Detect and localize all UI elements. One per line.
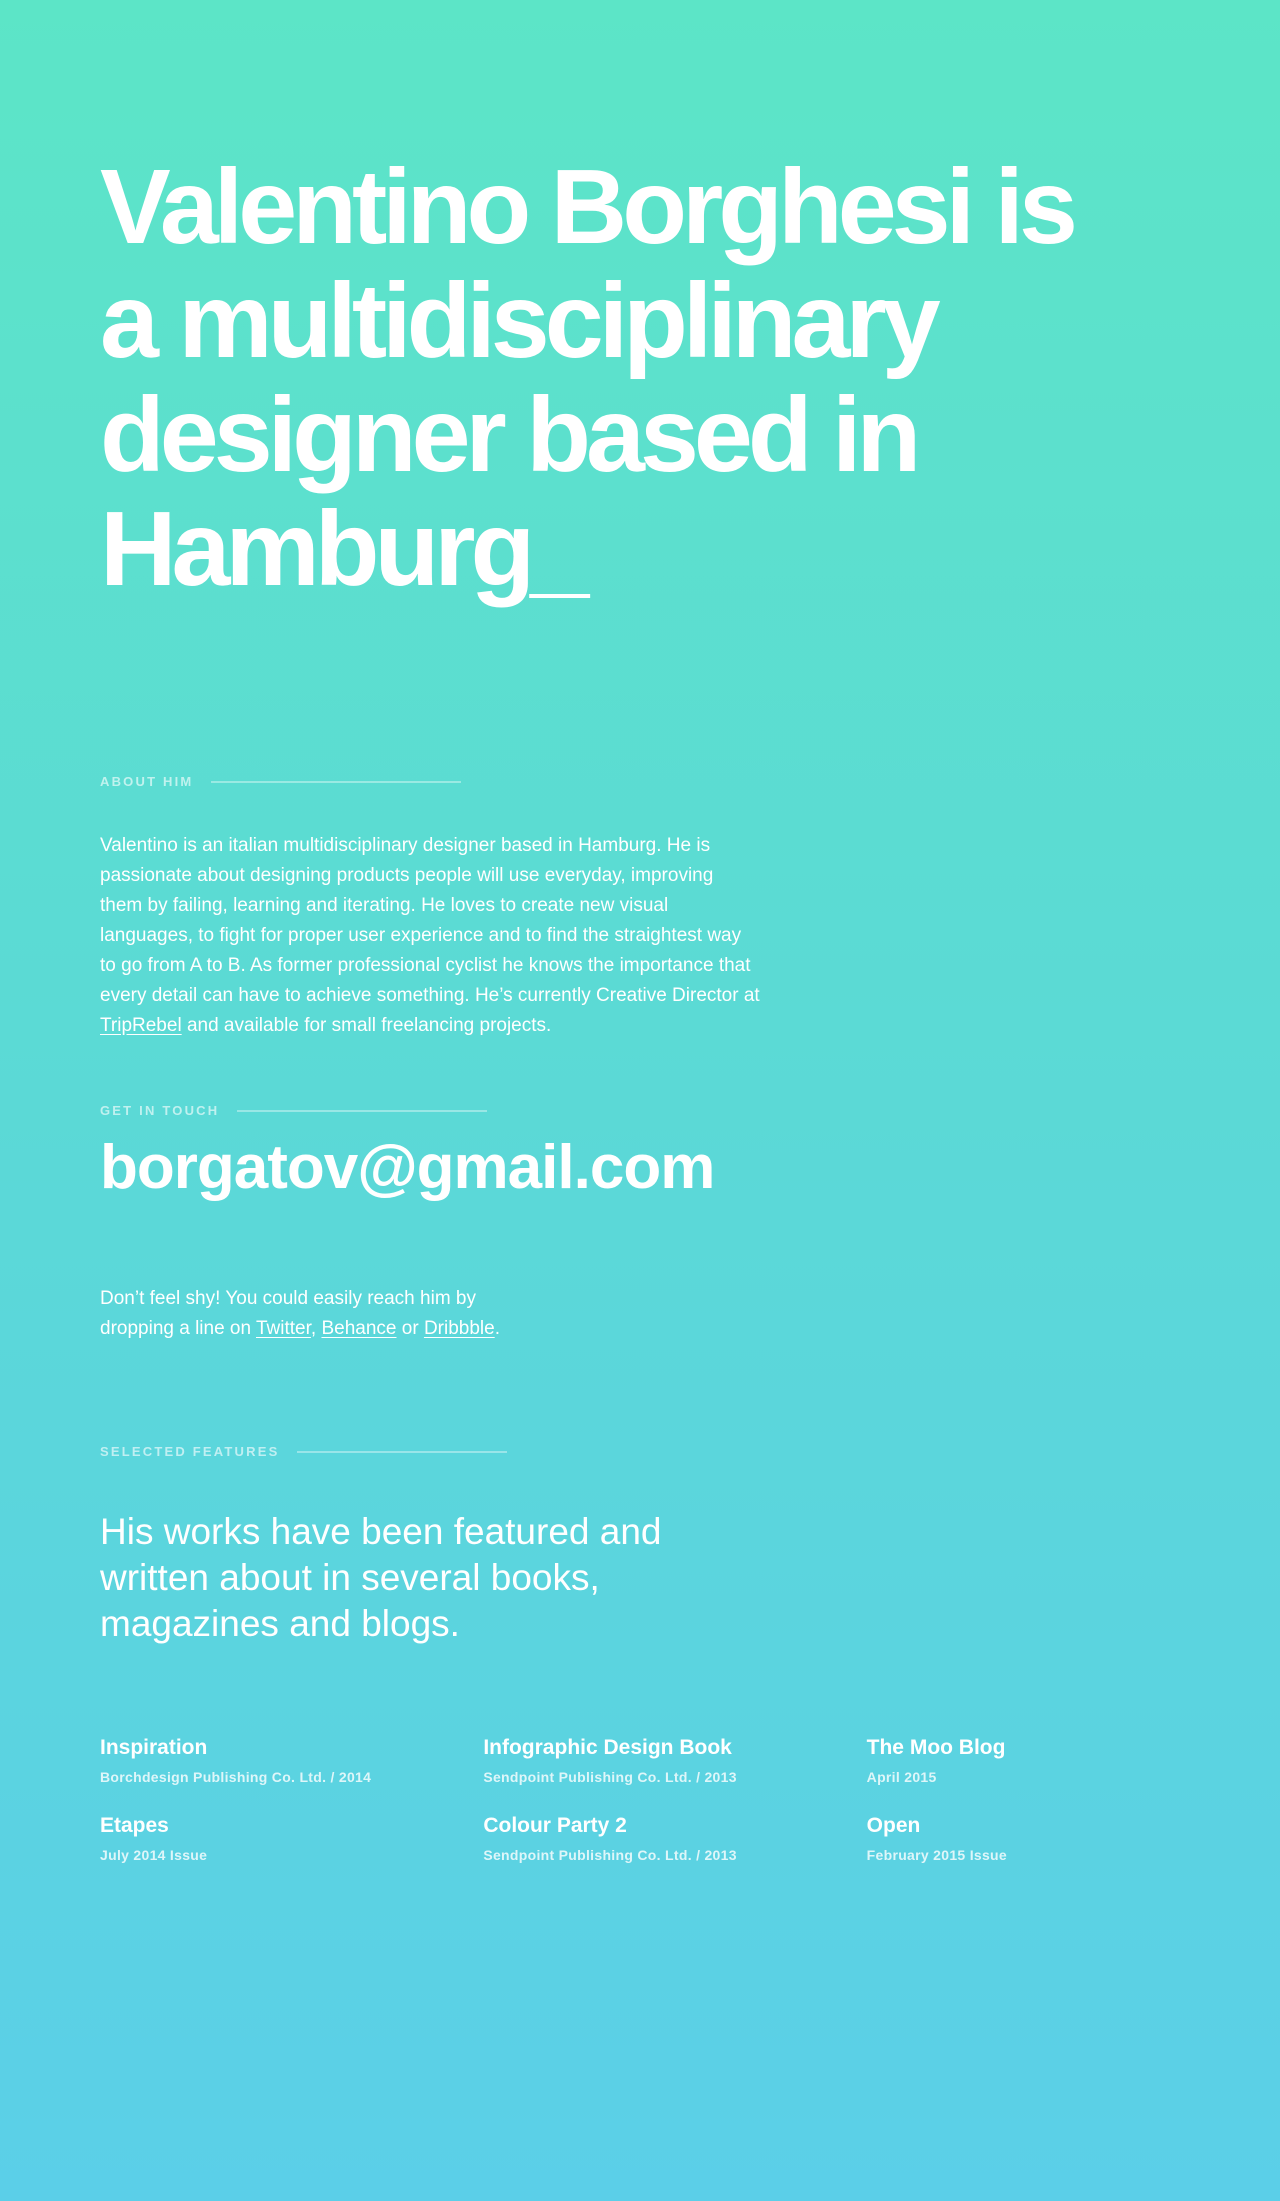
feature-item [100,1735,483,1787]
feature-meta: Sendpoint Publishing Co. Ltd. / 2013 [483,1769,737,1785]
shy-line-1: Don’t feel shy! You could easily reach him by [100,1288,476,1309]
feature-title: Infographic Design Book [483,1736,732,1759]
feature-item [867,1813,1250,1865]
feature-meta: Borchdesign Publishing Co. Ltd. / 2014 [100,1769,372,1785]
features-divider-line [297,1451,507,1453]
about-divider-line [211,781,461,783]
features-heading-line-3: magazines and blogs. [100,1603,460,1644]
features-heading-line-2: written about in several books, [100,1557,600,1598]
feature-title: Colour Party 2 [483,1814,627,1837]
email-link[interactable]: borgatov@gmail.com [100,1133,715,1202]
feature-meta: February 2015 Issue [866,1847,1007,1863]
shy-suffix: . [494,1318,500,1339]
dribbble-link[interactable]: Dribbble [423,1318,495,1339]
hero-heading [100,150,1250,606]
page-container [100,0,1250,1865]
hero-line-3: designer based in [100,376,917,494]
feature-title: Open [866,1814,921,1837]
contact-shy-text [100,1284,1250,1344]
contact-divider-line [237,1110,487,1112]
about-label: ABOUT HIM [100,774,194,789]
twitter-link[interactable]: Twitter [256,1318,311,1339]
feature-title: The Moo Blog [866,1736,1006,1759]
triprebel-link[interactable]: TripRebel [100,1015,182,1036]
about-text-before: Valentino is an italian multidisciplinary designer based in Hamburg. He is passionate about designing products people will use everyday, improving them by failing, learning and iterating. He loves to create new visual languages, to fight for proper user experience and to find the straightest way to go from A to B. As former professional cyclist he knows the importance that every detail can have to achieve something. He’s currently Creative Director at [100,835,760,1006]
feature-item [100,1813,483,1865]
shy-separator-1: , [310,1318,322,1339]
feature-title: Etapes [100,1814,169,1837]
features-label: SELECTED FEATURES [100,1444,280,1459]
feature-meta: Sendpoint Publishing Co. Ltd. / 2013 [483,1847,737,1863]
contact-section-head [100,1103,1250,1118]
features-heading [100,1509,1250,1647]
shy-line-2-prefix: dropping a line on [100,1318,256,1339]
shy-separator-2: or [396,1318,424,1339]
feature-meta: April 2015 [866,1769,937,1785]
about-text-after: and available for small freelancing projects. [181,1015,552,1036]
hero-line-1: Valentino Borghesi is [100,148,1073,266]
features-heading-line-1: His works have been featured and [100,1511,662,1552]
hero-line-4: Hamburg_ [100,490,585,608]
features-section-head [100,1444,1250,1459]
about-section-head [100,774,1250,789]
feature-title: Inspiration [100,1736,208,1759]
contact-label: GET IN TOUCH [100,1103,220,1118]
feature-item [867,1735,1250,1787]
feature-item [483,1813,866,1865]
features-grid [100,1735,1250,1865]
about-paragraph [100,831,760,1041]
feature-item [483,1735,866,1787]
behance-link[interactable]: Behance [321,1318,397,1339]
hero-line-2: a multidisciplinary [100,262,936,380]
feature-meta: July 2014 Issue [100,1847,208,1863]
